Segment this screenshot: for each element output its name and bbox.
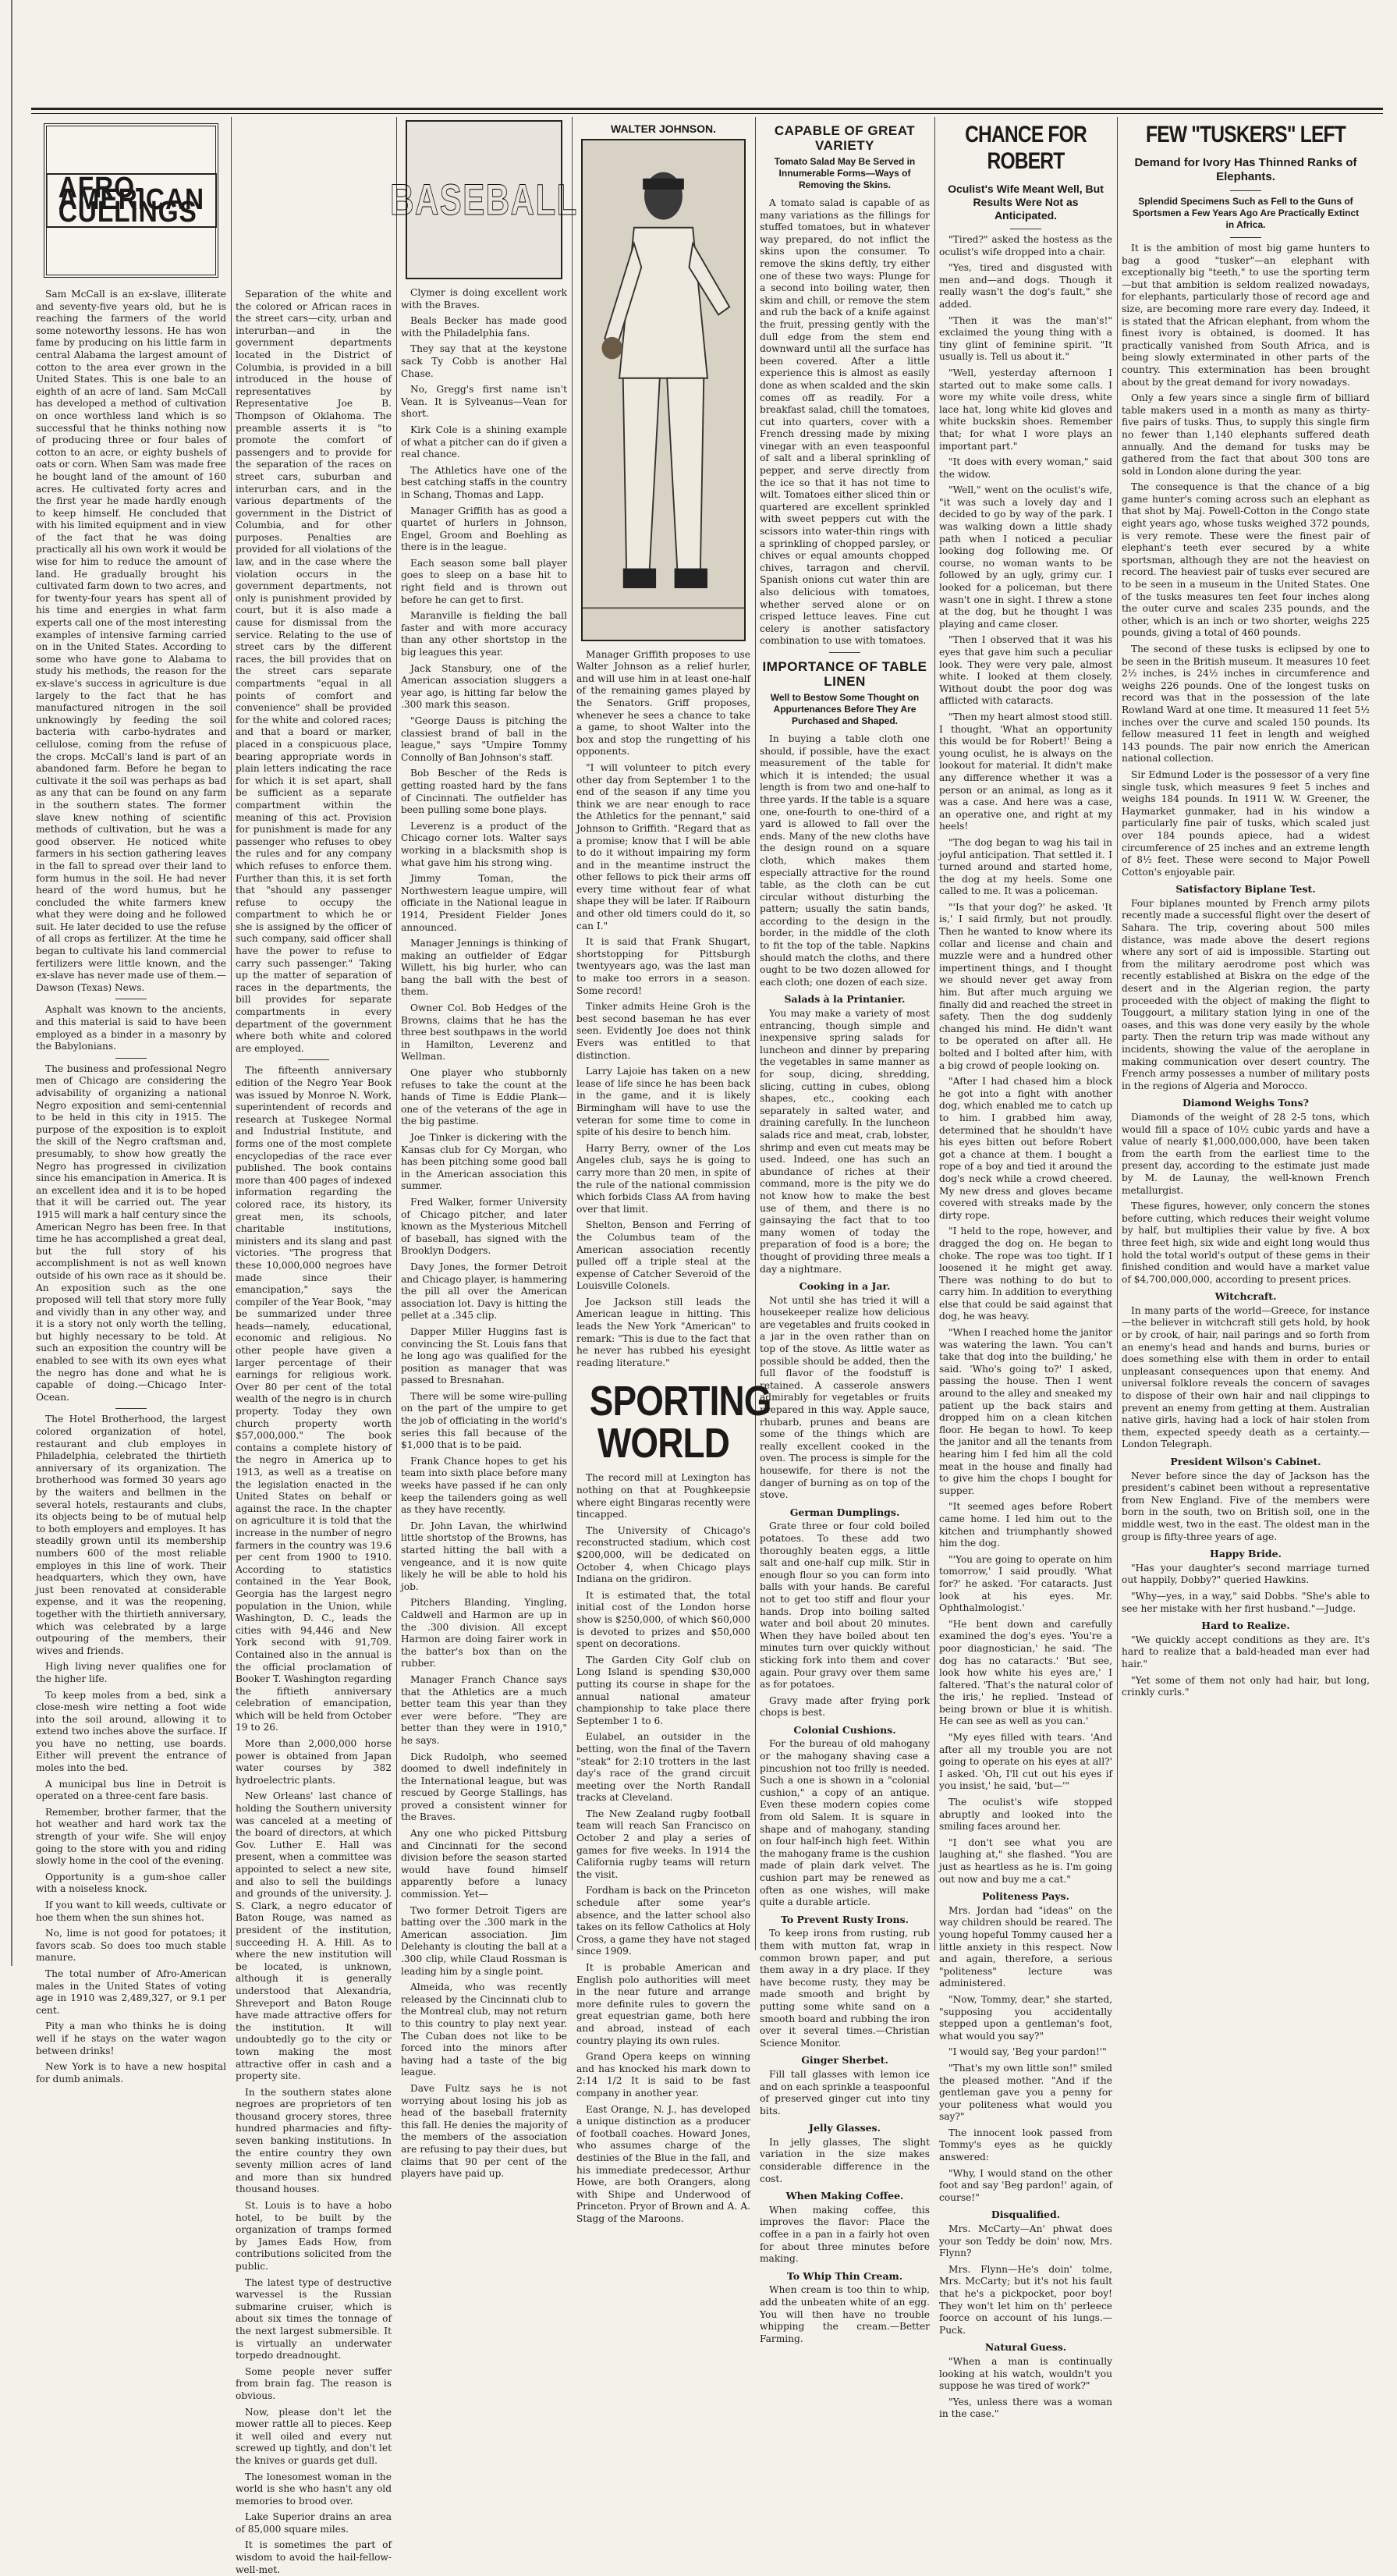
article-paragraph: Mrs. McCarty—An' phwat does your son Teddy be doin' now, Mrs. Flynn? [939, 2223, 1112, 2259]
baseball-note: Manager Franch Chance says that the Athletics are a much better team this year than they ever were before. "They are better than they were in 1910," he says. [401, 1673, 567, 1746]
baseball-note: Joe Tinker is dickering with the Kansas club for Cy Morgan, who has been pitching some good ball in the American association this summer. [401, 1132, 567, 1192]
article-paragraph: "I held to the rope, however, and dragged the dog on. He began to choke. The rope was too tight. If I loosened it he might get away. There was nothing to do but to carry him. In addition to everything else that could be said against that dog, he was heavy. [939, 1226, 1112, 1322]
article-paragraph: "Yet some of them not only had hair, but long, crinkly curls." [1122, 1674, 1370, 1698]
sporting-world-title: SPORTING WORLD [589, 1378, 771, 1467]
johnson-items [576, 649, 750, 1370]
article-paragraph: More than 2,000,000 horse power is obtained from Japan water courses by 382 hydroelectric plants. [236, 1738, 392, 1786]
article-paragraph: No, lime is not good for potatoes; it favors scab. So does too much stable manure. [36, 1928, 226, 1964]
baseball-note: The Athletics have one of the best catching staffs in the country in Schang, Thomas and Lapp. [401, 464, 567, 500]
divider [1230, 237, 1261, 238]
baseball-note: Kirk Cole is a shining example of what a pitcher can do if given a real chance. [401, 424, 567, 460]
baseball-note: Manager Jennings is thinking of making an outfielder of Edgar Willett, his big hurler, who can bang the ball with the best of them. [401, 938, 567, 998]
column-household [755, 117, 934, 2344]
baseball-note: One player who stubbornly refuses to take the count at the hands of Time is Eddie Plank—one of the veterans of the age in the big pastime. [401, 1067, 567, 1127]
article-paragraph: Pity a man who thinks he is doing well if he stays on the water wagon between drinks! [36, 2021, 226, 2056]
baseball-note: Manager Griffith proposes to use Walter Johnson as a relief hurler, and will use him in at least one-half of the remaining games played by the Senators. Griff proposes, whenever he sees a chance to take a game, to shoot Walter into the box and stop the rungetting of his opponents. [576, 648, 750, 758]
article-deck: Oculist's Wife Meant Well, But Results Were Not as Anticipated. [948, 183, 1104, 222]
sports-note: The University of Chicago's reconstructed stadium, which cost $200,000, will be dedicated on October 4, when Chicago plays Indiana on the gridiron. [576, 1524, 750, 1585]
baseball-note: Larry Lajoie has taken on a new lease of life since he has been back in the game, and it is likely Birmingham will have to use the veteran for some time to come in spite of his desire to bench him. [576, 1066, 750, 1138]
sports-note: The record mill at Lexington has nothing on that at Poughkeepsie where eight Bingaras recently were tincapped. [576, 1472, 750, 1520]
baseball-items [401, 287, 567, 2180]
article-title: CAPABLE OF GREAT VARIETY [774, 123, 916, 153]
article-paragraph: "I would say, 'Beg your pardon!'" [948, 2046, 1107, 2058]
sports-note: Fordham is back on the Princeton schedule after some year's absence, and the latter school also takes on its fellow Catholics at Holy Cross, a game they have not staged since 1909. [576, 1885, 750, 1957]
baseball-note: Fred Walker, former University of Chicago pitcher, and later known as the Mysterious Mitchell of baseball, has signed with the Brooklyn Dodgers. [401, 1196, 567, 1257]
subhead: To Prevent Rusty Irons. [780, 1913, 909, 1925]
article-paragraph: "Tired?" asked the hostess as the oculist's wife dropped into a chair. [939, 234, 1112, 257]
baseball-note: Jack Stansbury, one of the American association sluggers a year ago, is hitting far below the .300 mark this season. [401, 662, 567, 711]
article-paragraph: The second of these tusks is eclipsed by one to be seen in the British museum. It measures 10 feet 2½ inches, is 24½ inches in circumference and weighs 226 pounds. One of the longest tusks on record was that in the possession of the late Rowland Ward at one time. It measured 11 feet 5½ inches over the curve and scaled 150 pounds. Its fellow measured 11 feet in length and weighed 143 pounds. The pair now enrich the American national collection. [1122, 644, 1370, 765]
baseball-note: Dr. John Lavan, the whirlwind little shortstop of the Browns, has started hitting the ball with a vengeance, and it is now quite likely he will be able to hold his job. [401, 1520, 567, 1592]
baseball-note: Tinker admits Heine Groh is the best second baseman he has ever seen. Evidently Joe does not think Evers was entitled to that distinction. [576, 1001, 750, 1061]
article-paragraph: Sir Edmund Loder is the possessor of a very fine single tusk, which measures 9 feet 5 inches and weighs 184 pounds. In 1911 W. W. Greener, the Haymarket gunmaker, had in his window a particularly fine pair of tusks, which scaled just over 184 pounds apiece, had a widest circumference of 25 inches and an extreme length of 8½ feet. These were second to Major Powell Cotton's enjoyable pair. [1122, 768, 1370, 878]
article-paragraph: The lonesomest woman in the world is she who hasn't any old memories to brood over. [236, 2471, 392, 2507]
column-afro-american [31, 117, 231, 2085]
article-paragraph: Some people never suffer from brain fag. The reason is obvious. [236, 2365, 392, 2401]
article-paragraph: "Why—yes, in a way," said Dobbs. "She's able to see her mistake with her first husband."—Judge. [1122, 1590, 1370, 1614]
baseball-header-box [390, 120, 578, 279]
article-paragraph: "Has your daughter's second marriage turned out happily, Dobby?" queried Hawkins. [1122, 1562, 1370, 1586]
baseball-note: Each season some ball player goes to sleep on a base hit to right field and is thrown out before he can get to first. [401, 557, 567, 605]
article-paragraph: "When a man is continually looking at his watch, wouldn't you suppose he was tired of work?" [939, 2355, 1112, 2392]
subhead: Disqualified. [991, 2209, 1061, 2221]
article-paragraph: The oculist's wife stopped abruptly and looked into the smiling faces around her. [939, 1797, 1112, 1833]
article-subdeck: Splendid Specimens Such as Fell to the Guns of Sportsmen a Few Years Ago Are Practically Extinct in Africa. [1132, 196, 1360, 230]
article-paragraph: "Then it was the man's!" exclaimed the young thing with a tiny glint of feminine spirit. "It usually is. Tell us about it." [939, 314, 1112, 363]
subhead: Colonial Cushions. [793, 1723, 896, 1736]
article-paragraph: Separation of the white and the colored or African races in the street cars—city, urban and interurban—and in the government departments located in the District of Columbia, is provided in a bill introduced in the house of representatives by Representative Joe B. Thompson of Oklahoma. The preamble asserts it is "to promote the comfort of passengers and to provide for the separation of the races on street cars, suburban and interurban cars, and in the various departments of the government in the District of Columbia, and for other purposes. Penalties are provided for all violations of the law, and in the case where the violation occurs in the government departments, not only is punishment provided by court, but it is also made a cause for dismissal from the service. Relating to the use of street cars by the different races, the bill provides that on the street cars separate compartments "equal in all points of comfort and convenience" shall be provided for the white and colored races; and that a board or marker, placed in a conspicuous place, bearing appropriate words in plain letters indicating the race for which it is set apart, shall be sufficient as a separate compartment within the meaning of this act. Provision for punishment is made for any passenger who refuses to obey the rules and for any company which refuses to enforce them. Further than this, it is set forth that "should any passenger refuse to occupy the compartment to which he or she is assigned by the officer of such company, said officer shall have the power to refuse to carry such passenger." Taking up the matter of separation of races in the departments, the bill provides for separate compartments in every department of the government where both white and colored are employed. [236, 289, 392, 1054]
baseball-note: Almeida, who was recently released by the Cincinnati club to the Montreal club, may not return to this country to play next year. The Cuban does not like to be forced into the minors after having had a taste of the big league. [401, 1982, 567, 2078]
article-paragraph: Lake Superior drains an area of 85,000 square miles. [236, 2511, 392, 2535]
article-paragraph: "Well, yesterday afternoon I started out to make some calls. I wore my white voile dress, white lace hat, long white kid gloves and white buckskin shoes. Remember that; for what I wore plays an important part." [939, 367, 1112, 452]
baseball-note: "George Dauss is pitching the classiest brand of ball in the league," says "Umpire Tommy Connolly of Ban Johnson's staff. [401, 715, 567, 763]
article-paragraph: "Yes, unless there was a woman in the case." [939, 2396, 1112, 2420]
article-paragraph: "Then I observed that it was his eyes that gave him such a peculiar look. They were very pale, almost white. I looked at them closely. Without doubt the poor dog was afflicted with cataracts. [939, 634, 1112, 707]
article-paragraph: It is the ambition of most big game hunters to bag a good "tusker"—an elephant with exceptionally big "teeth," to use the sporting term—but that ambition is seldom realized nowadays, for elephants, particularly those of record age and size, are becoming more rare every day. Indeed, it is stated that the African elephant, from whom the finest ivory is obtained, is doomed. It has practically vanished from South Africa, and is being slowly exterminated in other parts of the country. This extermination has been brought about by the great demand for ivory nowadays. [1122, 243, 1370, 388]
pitcher-illustration [583, 140, 744, 640]
subhead: Diamond Weighs Tons? [1182, 1097, 1310, 1109]
article-paragraph: To keep moles from a bed, sink a close-mesh wire netting a foot wide into the soil around, allowing it to extend two inches above the surface. If you have no netting, use boards. Either will prevent the entrance of moles into the bed. [36, 1689, 226, 1774]
baseball-note: Jimmy Toman, the Northwestern league umpire, will officiate in the National league in 1914, President Fielder Jones announced. [401, 873, 567, 933]
article-paragraph: Not until she has tried it will a housekeeper realize how delicious are vegetables and fruits cooked in a jar in the oven rather than on top of the stove. As little water as possible should be added, then the full flavor of the foodstuff is retained. A casserole answers admirably for vegetables or fruits prepared in this way. Apple sauce, rhubarb, prunes and beans are some of the things which are really excellent cooked in the oven. The process is simple for the housewife, for there is not the danger of burning as on top of the stove. [760, 1294, 930, 1501]
subhead: Ginger Sherbet. [801, 2054, 888, 2067]
baseball-note: Clymer is doing excellent work with the Braves. [401, 287, 567, 310]
subhead: Salads à la Printanier. [784, 993, 906, 1006]
article-paragraph: "He bent down and carefully examined the dog's eyes. 'You're a poor diagnostician,' he said. 'The dog has no cataracts.' 'But see, look how white his eyes are,' I faltered. 'That's the natural color of the iris,' he replied. 'Instead of being brown or blue it is whitish. He can see as well as you can.' [939, 1618, 1112, 1727]
baseball-note: Bob Bescher of the Reds is getting roasted hard by the fans of Cincinnati. The outfielder has been pulling some bone plays. [401, 768, 567, 816]
article-paragraph: Remember, brother farmer, that the hot weather and hard work tax the strength of your wife. She will enjoy going to the store with you and riding slowly home in the cool of the evening. [36, 1806, 226, 1867]
article-paragraph: Gravy made after frying pork chops is best. [760, 1694, 930, 1719]
article-paragraph: "It does with every woman," said the widow. [939, 456, 1112, 480]
article-paragraph: These figures, however, only concern the stones before cutting, which reduces their weight volume by half, but multiplies their value by five. A box three feet high, six wide and eight long would thus hold the total world's output of these gems in their finished condition and would have a market value of $4,700,000,000, according to present prices. [1122, 1201, 1370, 1285]
article-paragraph: In buying a table cloth one should, if possible, have the exact measurement of the table for which it is intended; the usual length is from two and one-half to three yards. If the table is a square one, one-fourth to one-third of a yard is allowed to fall over the ends. Many of the new cloths have the design round on a square cloth, which makes them especially attractive for the round table, as the cloth can be cut circular without disturbing the pattern; usually the satin bands, according to the design in the border, in the middle of the cloth to fit the top of the table. Napkins should match the cloths, and there ought to be two dozen allowed for each cloth; one dozen of each size. [760, 733, 931, 988]
article-paragraph: Asphalt was known to the ancients, and this material is said to have been employed as a binder in a masonry by the Babylonians. [36, 1004, 226, 1052]
cullings-header-box [44, 123, 218, 278]
subhead: Politeness Pays. [982, 1890, 1069, 1903]
baseball-note: Dave Fultz says he is not worrying about losing his job as head of the baseball fraternity this fall. He denies the majority of the members of the association are refusing to pay their dues, but claims that 90 per cent of the players have paid up. [401, 2082, 567, 2180]
article-paragraph: Four biplanes mounted by French army pilots recently made a successful flight over the desert of Sahara. The trip, covering about 500 miles distance, was made above the desert regions where any sort of aid is impossible. Starting out from the military aerodrome post which was recently established at Biskra on the edge of the desert and in the Algerian region, the party proceeded with the object of making the flight to Touggourt, a military station lying in one of the oases, and this was done very easily by the whole party. Then the return trip was made without any incidents, showing the value of the aeroplane in making communication over desert country. The French army possesses a number of military posts in the regions of Algeria and Morocco. [1122, 897, 1370, 1091]
column-chance-for-robert [934, 117, 1117, 2420]
article-paragraph: New York is to have a new hospital for dumb animals. [36, 2061, 226, 2085]
article-paragraph: If you want to kill weeds, cultivate or hoe them when the sun shines hot. [36, 1900, 226, 1923]
sports-note: It is estimated that, the total initial cost of the London horse show is $250,000, of which $60,000 is devoted to prizes and $50,000 spent on decorations. [576, 1589, 750, 1650]
article-deck: Tomato Salad May Be Served in Innumerable Forms—Ways of Removing the Skins. [774, 156, 916, 190]
article-paragraph: The total number of Afro-American males in the United States of voting age in 1910 was 2,489,327, or 9.1 per cent. [36, 1967, 226, 2016]
subhead: To Whip Thin Cream. [786, 2269, 903, 2282]
sports-note: East Orange, N. J., has developed a unique distinction as a producer of football coaches. Howard Jones, who assumes charge of the destinies of the Blue in the fall, and his immediate predecessor, Arthur Howe, are both Orangers, along with Shipe and Underwood of Princeton. Pryor of Brown and A. A. Stagg of the Maroons. [576, 2103, 750, 2224]
article-paragraph: Diamonds of the weight of 28 2-5 tons, which would fill a space of 10½ cubic yards and have a value of nearly $1,000,000,000, have been taken from the earth from the earliest time to the present day, according to the estimate just made by M. de Launay, the well-known French metallurgist. [1122, 1111, 1370, 1196]
baseball-note: Beals Becker has made good with the Philadelphia fans. [401, 315, 567, 339]
article-paragraph: To keep irons from rusting, rub them with mutton fat, wrap in common brown paper, and put them away in a dry place. If they have become rusty, they may be made smooth and bright by putting some white sand on a smooth board and rubbing the iron over it several times.—Christian Science Monitor. [760, 1928, 930, 2049]
article-paragraph: You may make a variety of most entrancing, though simple and inexpensive spring salads for luncheon and dinner by preparing the vegetables in same manner as for soup, dicing, shredding, slicing, cutting in cubes, oblong shapes, etc., cooking each separately in salted water, and draining carefully. In the luncheon salads rice and meat, crab, lobster, shrimp and even cut meats may be used. Indeed, one has such an abundance of riches at their command, more is the pity we do not know how to make the best use of them, and there is no gainsaying the fact that to too many women of today the preparation of food is a bore; the thought of providing three meals a day a nightmare. [760, 1008, 930, 1275]
article-paragraph: Only a few years since a single firm of billiard table makers used in a month as many as thirty-five pairs of tusks. Thus, to supply this single firm no fewer than 1,140 elephants suffered death annually. And the demand for tusks may be gathered from the fact that about 300 tons are sold in London alone during the year. [1122, 392, 1370, 477]
sports-note: Eulabel, an outsider in the betting, won the final of the Tavern "steak" for 2:10 trotters in the last day's race of the grand circuit meeting over the North Randall tracks at Cleveland. [576, 1731, 750, 1804]
subhead: When Making Coffee. [785, 2190, 904, 2202]
subhead: Cooking in a Jar. [799, 1280, 891, 1293]
article-paragraph: "Yes, tired and disgusted with men and—and dogs. Though it really wasn't the dog's fault," she added. [939, 262, 1112, 310]
sports-items [576, 1472, 750, 2225]
article-paragraph: In many parts of the world—Greece, for instance—the believer in witchcraft still gets hold, by hook or by crook, of hair, nail parings and so forth from an enemy's head and hands and burns, buries or does something else with them in order to entail unpleasant consequences upon that enemy. And universal folklore reveals the concern of savages to dispose of their own hair and nail clippings to prevent an enemy from getting at them. Australian native girls, having had a lock of hair stolen from them, expected speedy death as a certainty.—London Telegraph. [1122, 1304, 1370, 1450]
subhead: German Dumplings. [789, 1506, 900, 1518]
article-paragraph: The Hotel Brotherhood, the largest colored organization of hotel, restaurant and club employes in Philadelphia, celebrated the thirtieth anniversary of its organization. The brotherhood was formed 30 years ago by the waiters and bellmen in the several hotels, restaurants and clubs, its objects being to be of mutual help to both employers and employes. It has steadily grown until its membership numbers 600 of the most reliable employes in this line of work. Their headquarters, which they own, have just been renovated at considerable expense, and it was the reopening, together with the thirtieth anniversary, which was celebrated by a large outpouring of the members, their wives and friends. [36, 1414, 226, 1656]
article-paragraph: New Orleans' last chance of holding the Southern university was canceled at a meeting of the board of directors, at which Gov. Luther E. Hall was present, when a committee was appointed to select a new site, and also to sell the buildings and grounds of the university. J. S. Clark, a negro educator of Baton Rouge, was named as president of the institution, succeeding H. A. Hill. As to where the new institution will be located, is unknown, although it is generally understood that Alexandria, Shreveport and Baton Rouge have made attractive offers for the institution. It will undoubtedly go to the city or town making the most attractive offer in cash and a property site. [236, 1790, 392, 2082]
article-paragraph: A municipal bus line in Detroit is operated on a three-cent fare basis. [36, 1778, 226, 1802]
article-paragraph: "'Is that your dog?' he asked. 'It is,' I said firmly, but not proudly. Then he wanted to know where its collar and license and chain and muzzle were and a hundred other impertinent things, and I thought we should never get away from him. But after much arguing we finally did and reached the street in safety. Then the dog suddenly changed his mind. He didn't want to be operated on after all. He bolted and I bolted after him, with a big crowd of people looking on. [939, 901, 1112, 1071]
baseball-note: Shelton, Benson and Ferring of the Columbus team of the American association recently pulled off a triple steal at the expense of Catcher Severoid of the Louisville Colonels. [576, 1219, 750, 1292]
article-paragraph: When cream is too thin to whip, add the unbeaten white of an egg. You will then have no trouble whipping the cream.—Better Farming. [760, 2284, 930, 2344]
article-paragraph: "My eyes filled with tears. 'And after all my trouble you are not going to operate on his eyes at all?' I asked. 'Oh, I'll cut out his eyes if you insist,' he said, 'but—'" [939, 1732, 1112, 1792]
article-paragraph: It is sometimes the part of wisdom to avoid the hail-fellow-well-met. [236, 2539, 392, 2575]
article-paragraph: Opportunity is a gum-shoe caller with a noiseless knock. [36, 1871, 226, 1895]
article-paragraph: "Then my heart almost stood still. I thought, 'What an opportunity this would be for Robert!' Being a young oculist, he is always on the lookout for material. It didn't make any difference whether it was a person or an animal, as long as it was a case. And here was a case, an operative one, and right at my heels! [939, 711, 1112, 832]
article-headline: CHANCE FOR ROBERT [965, 122, 1087, 174]
column-afro-american-continued [231, 289, 396, 2575]
article-headline: FEW "TUSKERS" LEFT [1146, 122, 1346, 147]
article-paragraph: The consequence is that the chance of a big game hunter's coming across such an elephant as that shot by Maj. Powell-Cotton in the Congo state eight years ago, whose tusks weighed 372 pounds, is very remote. These were the finest pair of elephant's teeth ever secured by a white sportsman, although they are not the heaviest on record. The heaviest pair of tusks ever secured are to be seen in a museum in the United States. One of the tusks measures ten feet four inches along the outer curve and scales 235 pounds, and the other, which is an inch or two shorter, weighs 225 pounds, giving a total of 460 pounds. [1122, 481, 1370, 639]
article-paragraph: Never before since the day of Jackson has the president's cabinet been without a representative from New England. Five of the members were born in the south, two on British soil, one in the middle west, two in the east. The oldest man in the group is fifty-three years of age. [1122, 1470, 1370, 1542]
baseball-note: "I will volunteer to pitch every other day from September 1 to the end of the season if any time you think we are near enough to race the Athletics for the pennant," said Johnson to Griffith. "Regard that as a promise; know that I will be able to do it without impairing my form and in the meantime instruct the other fellows to pick their arms off every time without fear of what shape they will be later. If Raibourn and other old timers could do it, so can I." [576, 761, 750, 931]
article-deck: Well to Bestow Some Thought on Appurtenances Before They Are Purchased and Shaped. [770, 691, 920, 726]
subhead: Satisfactory Biplane Test. [1175, 883, 1316, 896]
baseball-note: Leverenz is a product of the Chicago corner lots. Walter says working in a blacksmith shop is what gave him his strong wing. [401, 820, 567, 868]
subhead: Witchcraft. [1214, 1290, 1277, 1303]
divider [829, 652, 860, 653]
article-paragraph: Grate three or four cold boiled potatoes. To these add two thoroughly beaten eggs, a little salt and one-half cup milk. Stir in enough flour so you can form into balls with your hands. Be careful not to get too stiff and flour your hands. Drop into boiling salted water and boil about 20 minutes. When they have boiled about ten minutes turn over quickly without sticking fork into them and cover again. Pour gravy over them same as for potatoes. [760, 1520, 930, 1691]
sports-note: The Garden City Golf club on Long Island is spending $30,000 putting its course in shape for the annual national amateur championship to take place there September 1 to 6. [576, 1654, 750, 1726]
article-paragraph: Sam McCall is an ex-slave, illiterate and seventy-five years old, but he is reaching the farmers of the world some noteworthy lessons. He has won fame by producing on his little farm in central Alabama the largest amount of cotton to the area ever grown in the United States. This is one bale to an eighth of an acre of land. Sam McCall has developed a method of cultivation on once worthless land which is so successful that he thinks nothing now of producing three or four bales of cotton to an acre, or eighty bushels of oats or corn. When Sam was made free he bought land of the amount of 160 acres. He cultivated forty acres and the first year he made hardly enough to keep himself. He concluded that with his limited equipment and in view of the fact that he was doing practically all his own work it would be wise for him to reduce the amount of land. He gradually brought his cultivated farm down to two acres, and for twenty-four years has spent all of his time and energies in what farm experts call one of the most interesting examples of intensive farming carried on in the United States. According to some who have gone to Alabama to study his methods, the reason for the ex-slave's success in agriculture is due largely to the fact that he has manufactured nitrogen in the soil unknowingly by feeding the soil bacteria with carbo-hydrates and cellulose, coming from the refuse of the crops. McCall's land is part of an abandoned farm. Before he began to cultivate it the soil was perhaps as bad as any that can be found on any farm in the southern states. The former slave knew nothing of scientific methods of cultivation, but he was a good observer. He noticed white farmers in his section gathering leaves in the fall to spread over their land to form humus in the soil. He had never heard of the word humus, but he concluded the white farmers knew what they were doing and he followed suit. He later decided to use the refuse of all crops as fertilizer. At the time he began to cultivate his land commercial fertilizers were little known, and the ex-slave has never made use of them.—Dawson (Texas) News. [36, 289, 226, 993]
article-paragraph: "That's my own little son!" smiled the pleased mother. "And if the gentleman gave you a penny for your politeness what would you say?" [939, 2062, 1112, 2123]
baseball-note: Two former Detroit Tigers are batting over the .300 mark in the American association. Jim Delehanty is clouting the ball at a .300 clip, while Claud Rossman is leading him by a single point. [401, 1904, 567, 1977]
article-paragraph: The innocent look passed from Tommy's eyes as he quickly answered: [939, 2127, 1112, 2163]
baseball-note: They say that at the keystone sack Ty Cobb is another Hal Chase. [401, 343, 567, 379]
article-paragraph: "After I had chased him a block he got into a fight with another dog, which enabled me to catch up to him. I grabbed him away, determined that he shouldn't have his eyes bitten out before Robert got a chance at them. I bought a rope of a boy and tied it around the dog's neck while a crowd cheered. My new dress and gloves became covered with streaks made by the dirty rope. [939, 1076, 1112, 1221]
baseball-note: Joe Jackson still leads the American league in hitting. This leads the New York "American" to remark: "This is due to the fact that he never has rubbed his eyesight reading literature." [576, 1296, 750, 1368]
sports-note: It is probable American and English polo authorities will meet in the near future and arrange more definite rules to govern the great equestrian game, both here and abroad, instead of each country playing its own rules. [576, 1962, 750, 2046]
column-walter-johnson [572, 117, 771, 2224]
baseball-note: Harry Berry, owner of the Los Angeles club, says he is going to carry more than 20 men, in spite of the rule of the national commission which forbids Class AA from having over that limit. [576, 1142, 750, 1215]
baseball-note: There will be some wire-pulling on the part of the umpire to get the job of officiating in the world's series this fall because of the $1,000 that is to be paid. [401, 1390, 567, 1451]
top-rule [31, 108, 1383, 110]
article-paragraph: "Why, I would stand on the other foot and say 'Beg pardon!' again, of course!" [939, 2167, 1112, 2203]
article-paragraph: Now, please don't let the mower rattle all to pieces. Keep it well oiled and every nut screwed up tightly, and don't let the knives or guards get dull. [236, 2406, 392, 2466]
article-paragraph: "'You are going to operate on him tomorrow,' I said proudly. 'What for?' he asked. 'For cataracts. Just look at his eyes. Mr. Ophthalmologist.' [939, 1553, 1112, 1614]
subhead: Jelly Glasses. [809, 2122, 881, 2134]
column-tuskers [1117, 117, 1374, 1950]
article-paragraph: "Well," went on the oculist's wife, "it was such a lovely day and I decided to go by way of the park. I was walking down a little shady path when I noticed a peculiar looking dog following me. Of course, no woman wants to be followed by an ugly, grimy cur. I looked for a policeman, but there wasn't one in sight. I threw a stone at the dog, but he thought I was playing and came closer. [939, 484, 1112, 630]
article-paragraph: For the bureau of old mahogany or the mahogany shaving case a pincushion not too frilly is needed. Such a one is shown in a "colonial cushion," a copy of an antique. Even these modern copies come from old Salem. It is square in shape and of mahogany, standing on four half-inch high feet. Within the mahogany frame is the cushion made of plain dark velvet. The cushion part may be renewed as often as one wishes, will make quite a durable article. [760, 1738, 930, 1908]
article-paragraph: "Now, Tommy, dear," she started, "supposing you accidentally stepped upon a gentleman's foot, what would you say?" [939, 1993, 1112, 2042]
divider [115, 1408, 147, 1409]
article-title: IMPORTANCE OF TABLE LINEN [762, 658, 927, 689]
baseball-note: It is said that Frank Shugart, shortstopping for Pittsburgh twentyyears ago, was the last man to make too errors in a season. Some record! [576, 936, 750, 996]
divider [115, 1058, 147, 1059]
article-paragraph: "We quickly accept conditions as they are. It's hard to realize that a bald-headed man ever had hair." [1122, 1634, 1370, 1669]
baseball-note: Frank Chance hopes to get his team into sixth place before many weeks have passed if he can only keep the tailenders going as well as they have recently. [401, 1455, 567, 1516]
baseball-note: Pitchers Blanding, Yingling, Caldwell and Harmon are up in the .300 division. All except Harmon are doing fairer work in the batter's box than on the rubber. [401, 1597, 567, 1669]
top-rule-thin [31, 113, 1383, 114]
article-paragraph: The latest type of destructive warvessel is the Russian submarine cruiser, which is about six times the tonnage of the next largest submersible. It is virtually an underwater torpedo dreadnought. [236, 2276, 392, 2361]
baseball-note: Manager Griffith has as good a quartet of hurlers in Johnson, Engel, Groom and Boehling as there is in the league. [401, 505, 567, 553]
article-paragraph: The business and professional Negro men of Chicago are considering the advisability of organizing a national Negro exposition and semi-centennial to be held in this city in 1915. The purpose of the exposition is to exploit the skill of the Negro craftsman and, presumably, to show how greatly the Negro has progressed in civilization since his emancipation in America. It is an excellent idea and it is to be hoped that it will be carried out. The year 1915 will mark a half century since the American Negro has been free. In that time he has accomplished a great deal, but the full story of his accomplishment is not as well known outside of his own race as it should be. An exposition such as the one proposed will tell that story more fully and vividly than in any other way, and it is a story not only worth the telling, but highly necessary to be told. At such an exposition the country will be enabled to see with its own eyes what the negro has done and what he is capable of doing.—Chicago Inter-Ocean. [36, 1063, 226, 1403]
baseball-note: Any one who picked Pittsburg and Cincinnati for the second division before the season started would have found himself apparently before a lunacy commission. Yet— [401, 1828, 567, 1900]
article-paragraph: Mrs. Jordan had "ideas" on the way children should be reared. The young hopeful Tommy caused her a little anxiety in this respect. Now and again, therefore, a serious "politeness" lecture was administered. [939, 1904, 1112, 1989]
article-paragraph: High living never qualifies one for the higher life. [36, 1661, 226, 1684]
cullings-title: AFRO-AMERICAN CULLINGS [46, 173, 217, 229]
subhead: Happy Bride. [1210, 1548, 1282, 1560]
article-paragraph: When making coffee, this improves the flavor: Place the coffee in a pan in a fairly hot oven for about three minutes before making. [760, 2204, 930, 2265]
article-deck: Demand for Ivory Has Thinned Ranks of Elephants. [1134, 156, 1357, 183]
walter-johnson-photo [581, 139, 746, 641]
baseball-note: Dapper Miller Huggins fast is convincing the St. Louis fans that he long ago was qualified for the position as manager that was passed to Bresnahan. [401, 1325, 567, 1386]
article-paragraph: A tomato salad is capable of as many variations as the fillings for stuffed tomatoes, but in whatever way prepared, do not inflict the skins upon the consumer. To remove the skins deftly, try either one of these two ways: Plunge for a second into boiling water, then skim and chill, or remove the stem and rub the back of a knife against the fruit, pressing gently with the dull edge from the stem end downward until all the surface has been covered. After a little experience this is almost as easily done as when scalded and the skin comes off as readily. For a breakfast salad, chill the tomatoes, cut into quarters, cover with a French dressing made by mixing vinegar with an even teaspoonful of salt and a liberal sprinkling of pepper, and serve directly from the ice so that it has not time to wilt. Tomatoes either sliced thin or quartered are excellent sprinkled with sweet peppers cut with the scissors into water-thin rings with a sprinkling of chopped parsley, or chives or equal amounts chopped chives, tarragon and chervil. Spanish onions cut water thin are also delicious with tomatoes, whether served alone or on crisped lettuce leaves. Fine cut celery is another satisfactory combination to use with tomatoes. [760, 197, 930, 647]
column-baseball [390, 117, 578, 2180]
article-paragraph: In jelly glasses, The slight variation in the size makes considerable difference in the cost. [760, 2136, 930, 2184]
baseball-note: Dick Rudolph, who seemed doomed to dwell indefinitely in the International league, but was rescued by George Stallings, has proved a consistent winner for the Braves. [401, 1751, 567, 1823]
sports-note: The New Zealand rugby football team will reach San Francisco on October 2 and play a series of games for five weeks. In 1914 the California rugby teams will return the visit. [576, 1808, 750, 1880]
article-paragraph: St. Louis is to have a hobo hotel, to be built by the organization of tramps formed by James Eads How, from contributions solicited from the public. [236, 2200, 392, 2272]
divider [1230, 190, 1261, 191]
article-paragraph: "I don't see what you are laughing at," she flashed. "You are just as heartless as he is. I'm going out now and buy me a cat." [939, 1836, 1112, 1885]
article-paragraph: Mrs. Flynn—He's doin' tolme, Mrs. McCarty; but it's not his fault that he's a pickpocket, poor boy! They won't let him on th' perleece foorce on account of his lungs.—Puck. [939, 2263, 1112, 2336]
baseball-title: BASEBALL [390, 175, 578, 225]
article-paragraph: "The dog began to wag his tail in joyful anticipation. That settled it. I turned around and started home, the dog at my heels. Some one called to me. It was a policeman. [939, 836, 1112, 897]
subhead: Hard to Realize. [1201, 1620, 1290, 1632]
article-paragraph: Fill tall glasses with lemon ice and on each sprinkle a teaspoonful of preserved ginger cut into tiny bits. [760, 2068, 930, 2117]
subhead: Natural Guess. [984, 2341, 1067, 2354]
baseball-note: No, Gregg's first name isn't Vean. It is Sylveanus—Vean for short. [401, 384, 567, 420]
sports-note: Grand Opera keeps on winning and has knocked his mark down to 2:14 1/2 It is said to be fast company in another year. [576, 2051, 750, 2099]
photo-caption: WALTER JOHNSON. [610, 122, 717, 135]
subhead: President Wilson's Cabinet. [1170, 1456, 1321, 1467]
baseball-note: Davy Jones, the former Detroit and Chicago player, is hammering the pill all over the American association lot. Davy is hitting the pellet at a .345 clip. [401, 1261, 567, 1322]
article-paragraph: The fifteenth anniversary edition of the Negro Year Book was issued by Monroe N. Work, superintendent of records and research at Tuskegee Normal and Industrial Institute, and forms one of the most complete encyclopedias of the race ever published. The book contains more than 400 pages of indexed information regarding the colored race, its history, its great men, its schools, charitable institutions, ministers and its slang and past victories. "The progress that these 10,000,000 negroes have made since their emancipation," says the compiler of the Year Book, "may be summarized under three heads—namely, educational, economic and religious. No other people have given a larger percentage of their earnings for religious work. Over 80 per cent of the total wealth of the negro is in church property. Today they own church property worth $57,000,000." The book contains a complete history of the negro in America up to 1913, as well as a treatise on the legislation enacted in the United States on behalf or against the race. In the chapter on agriculture it is told that the increase in the number of negro farmers in the country was 19.6 per cent from 1900 to 1910. According to statistics contained in the Year Book, Georgia has the largest negro population in the Union, while Washington, D. C., leads the cities with 94,446 and New York second with 91,709. Contained also in the annual is the official proclamation of Booker T. Washington regarding the fiftieth anniversary celebration of emancipation, which will be held from October 19 to 26. [236, 1065, 392, 1733]
article-paragraph: In the southern states alone negroes are proprietors of ten thousand grocery stores, three hundred pharmacies and fifty-seven banking institutions. In the entire country they own seventy million acres of land and more than six hundred thousand houses. [236, 2086, 392, 2195]
article-paragraph: "It seemed ages before Robert came home. I led him out to the kitchen and triumphantly showed him the dog. [939, 1501, 1112, 1549]
baseball-note: Owner Col. Bob Hedges of the Browns, claims that he has the three best southpaws in the world in Hamilton, Leverenz and Wellman. [401, 1002, 567, 1063]
article-paragraph: "When I reached home the janitor was watering the lawn. 'You can't take that dog into the building,' he said. 'Who's going to?' I asked, passing the house. Then I went around to the alley and sneaked my patient up the back stairs and dropped him on a clean kitchen floor. He began to howl. To keep the janitor and all the tenants from hearing him I fed him all the cold meat in the house and finally had to give him the chops I bought for supper. [939, 1327, 1112, 1496]
baseball-note: Maranville is fielding the ball faster and with more accuracy than any other shortstop in the big leagues this year. [401, 610, 567, 658]
divider [298, 1059, 329, 1060]
